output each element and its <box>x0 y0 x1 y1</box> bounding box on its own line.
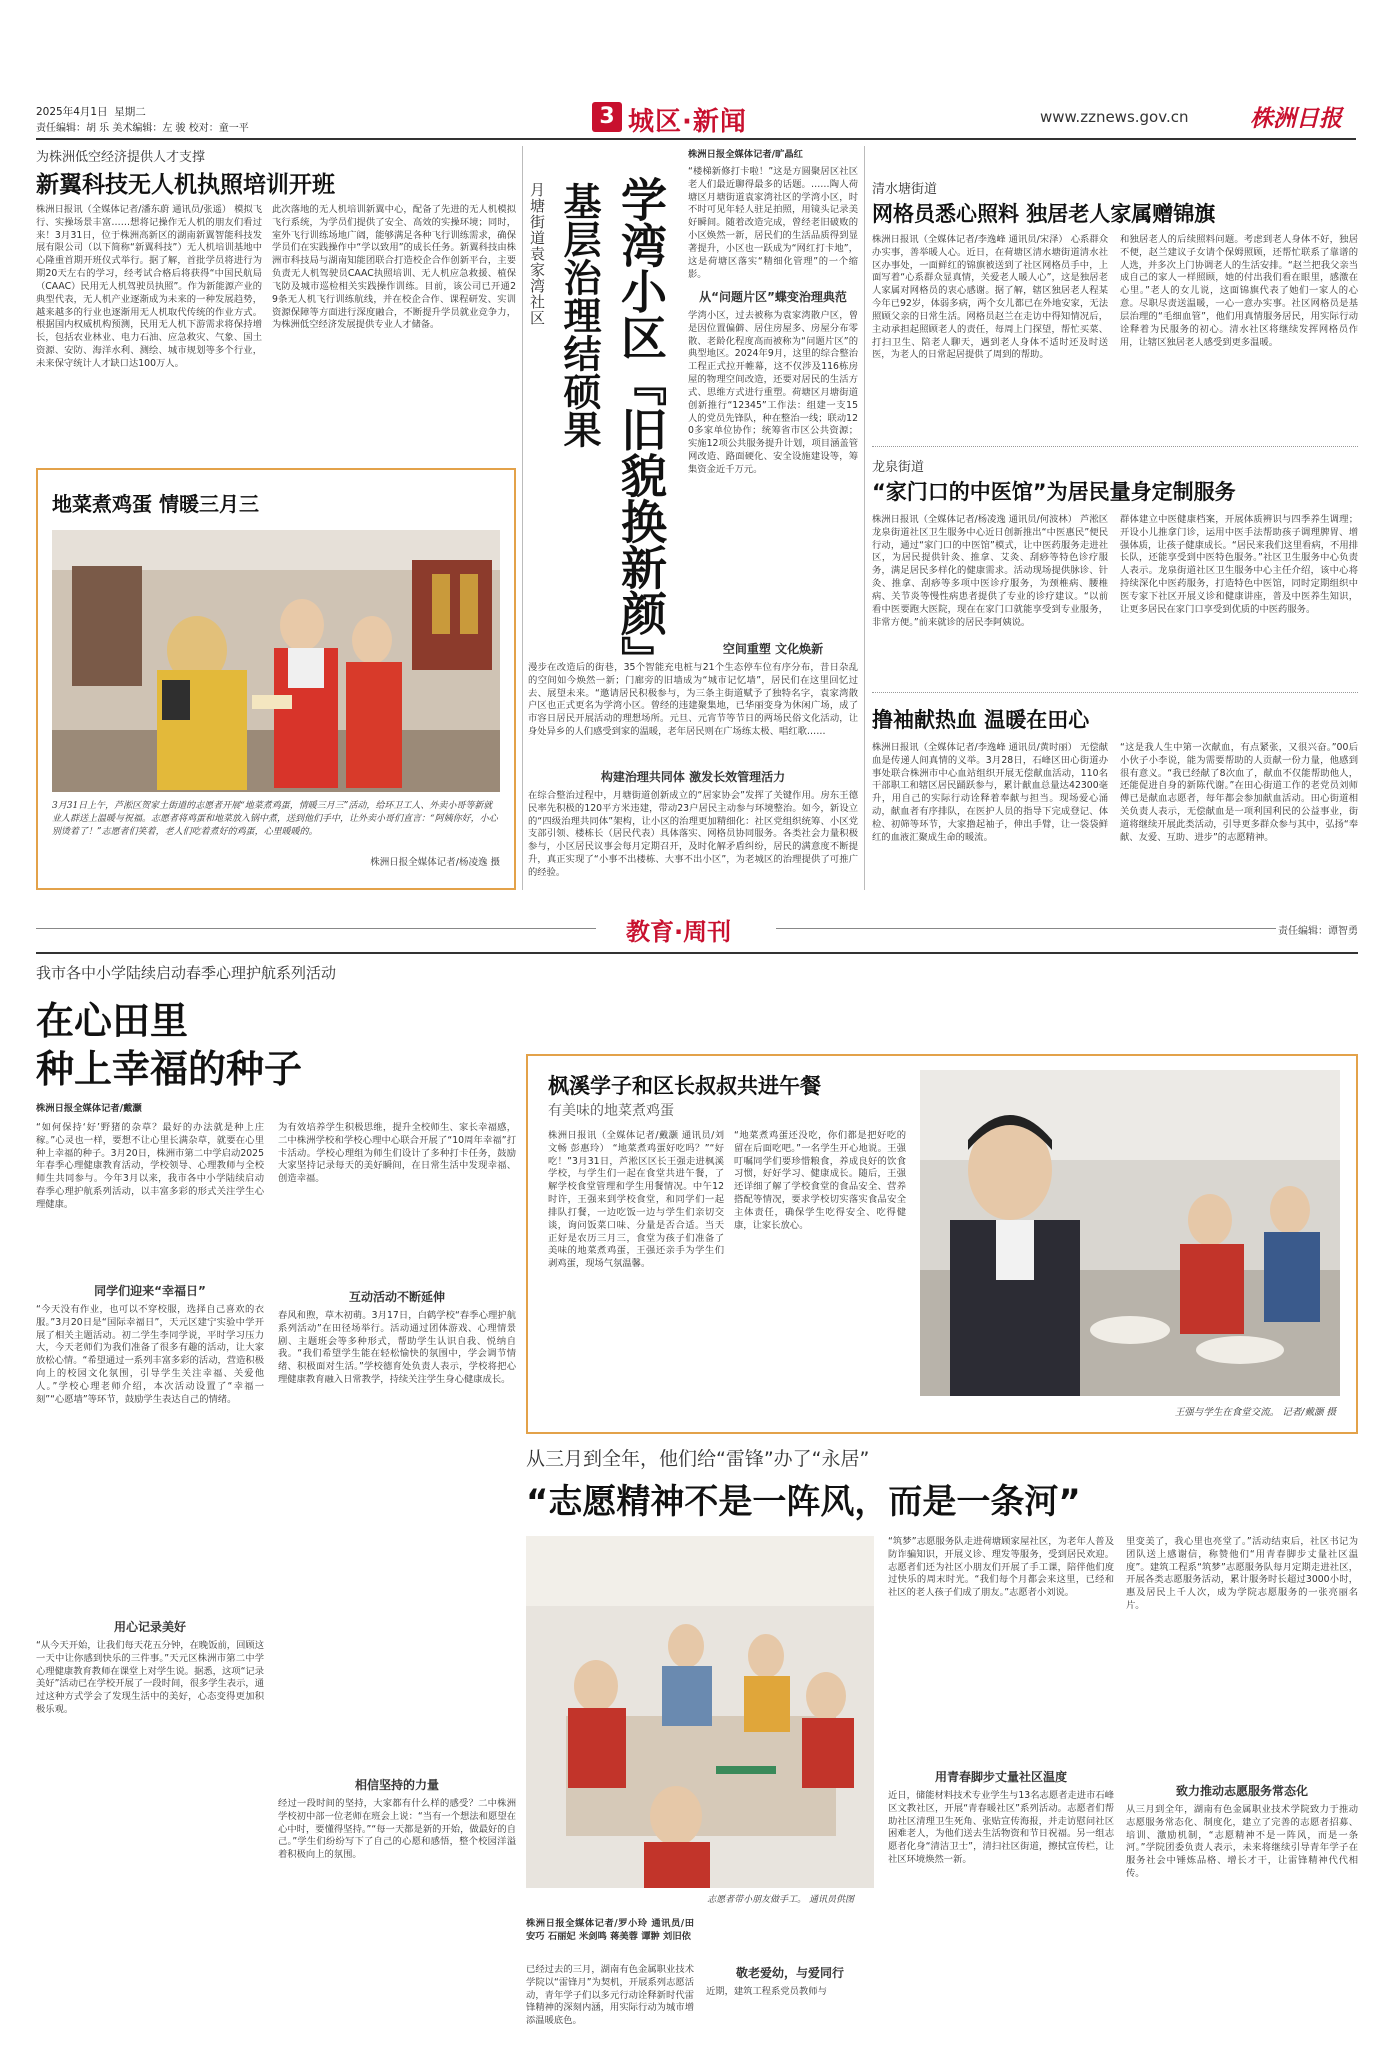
subhead-1: 从“问题片区”蝶变治理典范 <box>699 290 847 304</box>
byline: 株洲日报全媒体记者/戴灏 <box>36 1103 142 1114</box>
body-col-1: 株洲日报讯（全媒体记者/李逸峰 通讯员/黄时丽） 无偿献血是传递人间真情的义举。3月28日，石峰区田心街道办事处联合株洲市中心血站组织开展无偿献血活动，110名干部职工和辖区居民踊跃参与，累计献血总量达42300毫升，用自己的实际行动诠释着奉献与担当。现场爱心涌动，献血者有序排队，在医护人员的指导下完成登记、体检、初筛等环节，大家撸起袖子，伸出手臂，让一袋袋鲜红的血液汇聚成生命的暖流。 <box>872 742 1108 843</box>
subhead-2: 空间重塑 文化焕新 <box>722 642 824 656</box>
kicker: 我市各中小学陆续启动春季心理护航系列活动 <box>36 964 337 982</box>
vertical-headline: 学湾小区『旧貌换新颜』 <box>614 176 668 682</box>
body-col-2: 群体建立中医健康档案，开展体质辨识与四季养生调理；开设小儿推拿门诊，运用中医手法帮助孩子调理脾胃、增强体质，让孩子健康成长。“居民来我们这里看病，不用排长队，还能享受到中医特色服务。”社区卫生服务中心负责人表示。龙泉街道社区卫生服务中心主任介绍，该中心将持续深化中医药服务，打造特色中医馆，同时定期组织中医专家下社区开展义诊和健康讲座，普及中医养生知识，让更多居民在家门口享受到优质的中医药服务。 <box>1120 514 1358 615</box>
headline: “家门口的中医馆”为居民量身定制服务 <box>872 480 1236 504</box>
education-rule <box>36 952 1358 954</box>
col2-paragraph-2: 春风和煦，草木初萌。3月17日，白鹤学校“春季心理护航系列活动”在田径场举行。活动通过团体游戏、心理情景剧、主题班会等多种形式，帮助学生认识自我、悦纳自我。“我们希望学生能在轻松愉快的氛围中，学会调节情绪、积极面对生活。”学校德育处负责人表示，学校将把心理健康教育融入日常教学，持续关注学生身心健康成长。 <box>278 1310 516 1386</box>
paragraph-2: 近期，建筑工程系党员教师与 <box>706 1986 827 1997</box>
body-col-2: 此次落地的无人机培训新翼中心，配备了先进的无人机模拟飞行系统，为学员们提供了安全、高效的实操环境；同时，室外飞行训练场地广阔，能够满足各种飞行训练需求，确保学员们在实践操作中“学以致用”的成长任务。新翼科技由株洲市科技局与湖南知能团联合打造校企合作创新平台，主要负责无人机驾驶员CAAC执照培训、无人机应急救援、植保飞防及城市巡检相关实践操作训练。目前，该公司已开通29条无人机飞行训练航线，并在校企合作、课程研发、实训资源保障等方面进行深度融合，不断提升学员就业竞争力，为株洲低空经济发展提供专业人才储备。 <box>272 204 516 331</box>
paragraph-2: 学湾小区，过去被称为袁家湾散户区，曾是因位置偏僻、居住房屋多、房屋分布零散、老龄化程度高而被称为“问题片区”的典型地区。2024年9月，这里的综合整治工程正式拉开帷幕，这不仅涉及116栋房屋的物理空间改造，还要对居民的生活方式、思维方式进行重塑。荷塘区月塘街道创新推行“12345”工作法：组建一支15人的党员先锋队，种在整治一线；联动120多家单位协作；统筹省市区公共资源；实施12项公共服务提升计划，项目涵盖管网改造、路面硬化、安全设施建设等，筹集资金近千万元。 <box>688 310 858 475</box>
col3-paragraph-1: 里变美了，我心里也亮堂了。”活动结束后，社区书记为团队送上感谢信，称赞他们“用青春脚步丈量社区温度”。建筑工程系“筑梦”志愿服务队每月定期走进社区，开展各类志愿服务活动，累计服务时长超过3000小时，惠及居民上千人次，成为学院志愿服务的一张亮丽名片。 <box>1126 1536 1358 1612</box>
subhead-4: 相信坚持的力量 <box>354 1778 439 1792</box>
col2-paragraph-3: 经过一段时间的坚持，大家都有什么样的感受？二中株洲学校初中部一位老师在班会上说：“当有一个想法和愿望在心中时，要懂得坚持。”“每一天都是新的开始，做最好的自己。”学生们纷纷写下了自己的心愿和感悟，整个校园洋溢着积极向上的氛围。 <box>278 1798 516 1861</box>
masthead-editors: 责任编辑：胡 乐 美术编辑：左 骏 校对：童一平 <box>36 123 249 134</box>
article-blood-donation <box>872 698 1358 890</box>
newspaper-logo: 株洲日报 <box>1250 105 1342 132</box>
kicker: 为株洲低空经济提供人才支撑 <box>36 150 206 165</box>
box-title: 地菜煮鸡蛋 情暖三月三 <box>52 492 259 516</box>
col2-paragraph-1: “筑梦”志愿服务队走进荷塘顾家屋社区，为老年人普及防诈骗知识，开展义诊、理发等服务，受到居民欢迎。志愿者们还为社区小朋友们开展了手工课，陪伴他们度过快乐的周末时光。“我们每个月都会来这里，已经和社区的老人孩子们成了朋友。”志愿者小刘说。 <box>888 1536 1114 1599</box>
separator <box>872 692 1358 693</box>
masthead <box>0 0 1393 140</box>
col2-paragraph-2: 近日，储能材料技术专业学生与13名志愿者走进市石峰区文教社区，开展“青春暖社区”系列活动。志愿者们帮助社区清理卫生死角、张贴宣传海报，并走访慰问社区困难老人，为他们送去生活物资和节日祝福。另一组志愿者化身“清洁卫士”，清扫社区街道，擦拭宣传栏，让社区环境焕然一新。 <box>888 1790 1114 1866</box>
paragraph-3: 漫步在改造后的街巷，35个智能充电桩与21个生态停车位有序分布，昔日杂乱的空间如今焕然一新；门廊旁的旧墙成为“城市记忆墙”，居民们在这里回忆过去、展望未来。“邀请居民积极参与，为三条主街道赋予了独特名字，袁家湾散户区也正式更名为学湾小区。曾经的违建聚集地，已华丽变身为休闲广场，成了市容日居民开展活动的理想场所。元旦、元宵节等节日的两场民俗文化活动，让身处异乡的人们感受到家的温暖，老年居民则在广场练太极、唱红歌…… <box>528 662 858 738</box>
box-title: 枫溪学子和区长叔叔共进午餐 <box>548 1074 821 1098</box>
headline: 撸袖献热血 温暖在田心 <box>872 708 1090 732</box>
separator <box>872 446 1358 447</box>
subhead-3: 致力推动志愿服务常态化 <box>1175 1784 1308 1798</box>
divider <box>864 146 865 890</box>
byline: 株洲日报全媒体记者/罗小玲 通讯员/田安巧 石丽妃 米剑鸣 蒋美蓉 谭翀 刘旧依 <box>526 1918 694 1942</box>
masthead-rule <box>36 138 1356 140</box>
article-drone-training <box>36 146 516 464</box>
kicker: 龙泉街道 <box>872 460 925 475</box>
article-grid-worker <box>872 146 1358 442</box>
lead-paragraph: “如何保持‘好’野猪的杂草？最好的办法就是种上庄稼。”心灵也一样，要想不让心里长满杂草，就要在心里种上幸福的种子。3月20日，株洲市第二中学启动2025年春季心理健康教育活动，学校领导、心理教师与全校师生共同参与。今年3月以来，我市各中小学陆续启动春季心理护航系列活动，以丰富多彩的形式关注学生心理健康。 <box>36 1122 264 1210</box>
photo-credit: 株洲日报全媒体记者/杨凌逸 摄 <box>370 857 500 868</box>
subhead-2: 用心记录美好 <box>113 1620 186 1634</box>
body-col-2: 和独居老人的后续照料问题。考虑到老人身体不好，独居不便，赵兰建议子女请个保姆照顾，还帮忙联系了靠谱的人选，并多次上门协调老人的生活安排。“赵兰把我父亲当成自己的家人一样照顾，她的付出我们看在眼里，感激在心里。”老人的女儿说，这面锦旗代表了她们一家人的心意。尽职尽责送温暖，一心一意办实事。社区网格员是基层治理的“毛细血管”，他们用真情服务居民，用实际行动诠释着为民服务的初心。清水社区将继续发挥网格员作用，让辖区独居老人感受到更多温暖。 <box>1120 234 1358 348</box>
col2-paragraph-1: 为有效培养学生积极思维，提升全校师生、家长幸福感，二中株洲学校和学校心理中心联合开展了“10周年幸福”打卡活动。学校心理组为师生们设计了多种打卡任务，鼓励大家坚持记录每天的美好瞬间，在日常生活中发现幸福、创造幸福。 <box>278 1122 516 1185</box>
photo-caption: 王强与学生在食堂交流。 记者/戴灏 摄 <box>1174 1407 1336 1418</box>
photo-box-dicai <box>36 468 516 890</box>
article-xuewan <box>528 146 858 890</box>
website: www.zznews.gov.cn <box>1040 108 1189 126</box>
lead-paragraph: 已经过去的三月，湖南有色金属职业技术学院以“雷锋月”为契机，开展系列志愿活动，青年学子们以多元行动诠释新时代雷锋精神的深刻内涵，用实际行动为城市增添温暖底色。 <box>526 1964 694 2027</box>
headline-line-1: 在心田里 <box>36 999 189 1043</box>
byline: 株洲日报全媒体记者/旷晶红 <box>688 149 803 160</box>
paragraph-3: “从今天开始，让我们每天花五分钟，在晚饭前，回顾这一天中让你感到快乐的三件事。”天元区株洲市第二中学心理健康教育教师在课堂上对学生说。据悉，这项“记录美好”活动已在学校开展了一段时间，很多学生表示，通过这种方式学会了发现生活中的美好，心态变得更加积极乐观。 <box>36 1640 264 1716</box>
paragraph-4: 在综合整治过程中，月塘街道创新成立的“居家协会”发挥了关键作用。房东王德民率先积极的120平方米违建，带动23户居民主动参与环境整治。如今，新设立的“四级治理共同体”架构，让小区的治理更加精细化：社区党组织统筹、小区党支部引领、楼栋长（居民代表）具体落实、网格员协同服务。各类社会力量积极参与，小区居民议事会每月定期召开，及时化解矛盾纠纷，居民的满意度不断提升，真正实现了“小事不出楼栋、大事不出小区”，为老城区的治理提供了可推广的经验。 <box>528 790 858 878</box>
kicker: 从三月到全年，他们给“雷锋”办了“永居” <box>526 1448 870 1470</box>
divider <box>522 146 523 890</box>
body-col-1: 株洲日报讯（全媒体记者/李逸峰 通讯员/宋泽） 心系群众办实事，善举暖人心。近日，在荷塘区清水塘街道清水社区办事处，一面鲜红的锦旗被送到了社区网格员手中，上面写着“心系群众显真情，关爱老人暖人心”，这是独居老人家属对网格员的衷心感谢。据了解，辖区独居老人程某今年已92岁，体弱多病，两个女儿都已在外地安家，无法照顾父亲的日常生活。网格员赵兰在走访中得知情况后，主动承担起照顾老人的责任，每周上门探望，帮忙买菜、打扫卫生、陪老人聊天，遇到老人身体不适时还及时送医，为老人的日常起居提供了周到的帮助。 <box>872 234 1108 361</box>
date: 2025年4月1日 <box>36 106 108 118</box>
body-col-2: “地菜煮鸡蛋还没吃，你们都是把好吃的留在后面吃吧。”一名学生开心地说。王强叮嘱同学们要珍惜粮食，养成良好的饮食习惯，好好学习、健康成长。随后，王强还详细了解了学校食堂的食品安全、营养搭配等情况，要求学校切实落实食品安全主体责任，确保学生吃得安全、吃得健康，让家长放心。 <box>734 1130 906 1231</box>
photo-illustration <box>920 1070 1340 1396</box>
col3-paragraph-2: 从三月到全年，湖南有色金属职业技术学院致力于推动志愿服务常态化、制度化，建立了完善的志愿者招募、培训、激励机制，“志愿精神不是一阵风，而是一条河。”学院团委负责人表示，未来将继续引导青年学子在服务社会中锤炼品格、增长才干，让雷锋精神代代相传。 <box>1126 1804 1358 1880</box>
kicker: 清水塘街道 <box>872 182 938 197</box>
vertical-subtitle: 基层治理结硕果 <box>557 182 601 448</box>
article-tcm <box>872 450 1358 690</box>
body-col-1: 株洲日报讯（全媒体记者/杨凌逸 通讯员/何波林） 芦淞区龙泉街道社区卫生服务中心近日创新推出“中医惠民”便民行动，通过“家门口的中医馆”模式，让中医药服务走进社区，为居民提供针灸、推拿、艾灸、刮痧等特色诊疗服务，满足居民多样化的健康需求。活动现场提供脉诊、针灸、推拿、刮痧等多项中医诊疗服务，为颈椎病、腰椎病、关节炎等慢性病患者提供了专业的诊疗建议。“以前看中医要跑大医院，现在在家门口就能享受到专业服务，非常方便。”前来就诊的居民李阿姨说。 <box>872 514 1108 628</box>
body-col-2: “这是我人生中第一次献血，有点紧张，又很兴奋。”00后小伙子小李说，能为需要帮助的人贡献一份力量，他感到很有意义。“我已经献了8次血了，献血不仅能帮助他人，还能促进自身的新陈代谢。”在田心街道工作的老党员刘师傅已是献血志愿者，每年都会参加献血活动。田心街道相关负责人表示，无偿献血是一项利国利民的公益事业，街道将继续开展此类活动，引导更多群众参与其中，弘扬“奉献、友爱、互助、进步”的志愿精神。 <box>1120 742 1358 843</box>
section-name: 城区·新闻 <box>628 107 747 137</box>
section-rule-left <box>36 928 596 929</box>
subhead-3: 互动活动不断延伸 <box>348 1290 445 1304</box>
section-title: 教育·周刊 <box>626 918 732 946</box>
section-editor: 责任编辑：谭智勇 <box>1278 926 1358 937</box>
photo-illustration <box>52 530 500 792</box>
section-number: 3 <box>592 102 622 132</box>
paragraph-2: “今天没有作业，也可以不穿校服，选择自己喜欢的衣服。”3月20日是“国际幸福日”，天元区建宁实验中学开展了相关主题活动。初二学生李同学说，平时学习压力大，今天老师们为我们准备了很多有趣的活动，让大家放松心情。“希望通过一系列丰富多彩的活动，营造积极向上的校园文化氛围，引导学生关注幸福、关爱他人。”学校心理老师介绍，本次活动设置了“幸福一刻”“心愿墙”等环节，鼓励学生表达自己的情绪。 <box>36 1304 264 1405</box>
photo-illustration <box>526 1536 874 1888</box>
vertical-kicker: 月塘街道袁家湾社区 <box>528 182 546 326</box>
subhead-3: 构建治理共同体 激发长效管理活力 <box>600 770 786 784</box>
masthead-date <box>36 104 146 119</box>
photo-caption: 3月31日上午，芦淞区贺家土街道的志愿者开展“地菜煮鸡蛋，情暖三月三”活动，给环卫工人、外卖小哥等新就业人群送上温暖与祝福。志愿者将鸡蛋和地菜放入锅中煮，送到他们手中，让外卖小哥们直言：“阿姨你好，小心别烫着了！”志愿者们笑着，老人们吃着煮好的鸡蛋，心里暖暖的。 <box>52 801 498 838</box>
photo-volunteers <box>52 530 500 792</box>
photo-caption: 志愿者带小朋友做手工。 通讯员供图 <box>707 1895 854 1905</box>
lead-paragraph: “楼梯新修打卡啦！”这是方圆聚居区社区老人们最近聊得最多的话题。……陶人荷塘区月塘街道袁家湾社区的学湾小区，时不时可见年轻人驻足拍照，用镜头记录美好瞬间。随着改造完成，曾经老旧破败的小区焕然一新，居民们的生活品质得到显著提升，小区也一跃成为“网红打卡地”，这是荷塘区落实“精细化管理”的一个缩影。 <box>688 166 858 280</box>
article-volunteer <box>526 1444 1358 2052</box>
headline: 网格员悉心照料 独居老人家属赠锦旗 <box>872 202 1216 226</box>
article-mental-health <box>36 962 516 2052</box>
subhead-1: 同学们迎来“幸福日” <box>94 1284 206 1298</box>
education-section-header <box>36 906 1358 950</box>
photo-volunteer-craft <box>526 1536 874 1888</box>
headline: 新翼科技无人机执照培训开班 <box>36 172 335 198</box>
subhead-2: 用青春脚步丈量社区温度 <box>934 1770 1067 1784</box>
box-subtitle: 有美味的地菜煮鸡蛋 <box>548 1103 674 1119</box>
section-rule-right <box>776 928 1276 929</box>
subhead-1: 敬老爱幼，与爱同行 <box>735 1966 844 1980</box>
weekday: 星期二 <box>114 106 146 118</box>
box-lunch-with-mayor <box>526 1054 1358 1434</box>
headline-line-2: 种上幸福的种子 <box>36 1047 303 1091</box>
headline: “志愿精神不是一阵风，而是一条河” <box>526 1482 1081 1522</box>
body-col-1: 株洲日报讯（全媒体记者/潘东蔚 通讯员/张遥） 模拟飞行、实操场景丰富……想将记操作无人机的朋友们看过来！3月31日，位于株洲高新区的湖南新翼智能科技发展有限公司（以下简称“新翼科技”）无人机培训基地中心隆重首期开班仪式举行。据了解，首批学员将进行为期20天左右的学习，经考试合格后将获得“中国民航局（CAAC）民用无人机驾驶员执照”。作为新能源产业的典型代表，无人机产业逐渐成为未来的一种发展趋势，越来越多的行业也逐渐用无人机取代传统的作业方式。根据国内权威机构预测，民用无人机下游需求将保持增长，包括农业林业、电力石油、应急救灾、气象、国土资源、安防、海洋水利、测绘、城市规划等多个行业，未来保守统计人才缺口达100万人。 <box>36 204 262 369</box>
body-col-1: 株洲日报讯（全媒体记者/戴灏 通讯员/刘文畅 彭惠玲） “地菜煮鸡蛋好吃吗？”“好吃！”3月31日，芦淞区区长王强走进枫溪学校，与学生们一起在食堂共进午餐，了解学校食堂管理和学生用餐情况。中午12时许，王强来到学校食堂，和同学们一起排队打餐，一边吃饭一边与学生们亲切交谈，询问饭菜口味、分量是否合适。当天正好是农历三月三，食堂为孩子们准备了美味的地菜煮鸡蛋，王强还亲手为学生们剥鸡蛋，现场气氛温馨。 <box>548 1130 724 1270</box>
photo-lunch <box>920 1070 1340 1396</box>
